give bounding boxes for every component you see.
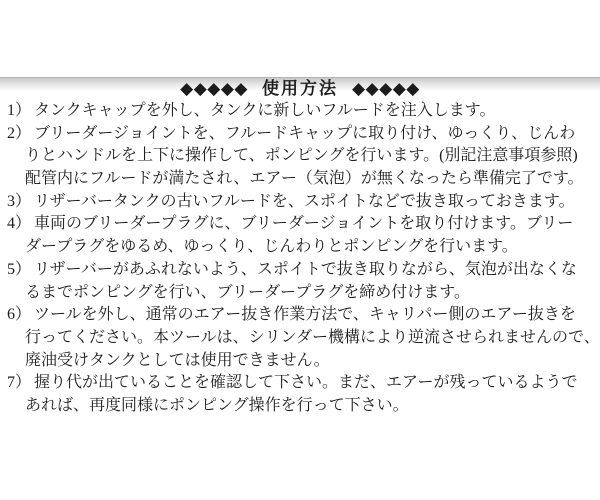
- instruction-line: [0, 213, 600, 236]
- instruction-line: [0, 100, 600, 123]
- line-text: 廃油受けタンクとしては使用できません。: [25, 351, 330, 369]
- item-number: 1）: [7, 102, 32, 119]
- instruction-line: [0, 350, 600, 373]
- instruction-line: [0, 191, 600, 214]
- instruction-line: [0, 236, 600, 259]
- line-text: リザーバーがあふれないよう、スポイトで抜き取りながら、気泡が出なくな: [34, 260, 577, 278]
- instruction-line: [0, 168, 600, 191]
- item-number: 2）: [7, 124, 32, 142]
- line-text: るまでポンピングを行い、ブリーダープラグを締め付けます。: [25, 283, 470, 301]
- instruction-line: [0, 327, 600, 350]
- instruction-line: [0, 145, 600, 168]
- line-text: ツールを外し、通常のエアー抜き作業方法で、キャリパー側のエアー抜きを: [34, 306, 576, 324]
- line-text: りとハンドルを上下に操作して、ポンピングを行います。(別記注意事項参照): [25, 147, 578, 165]
- item-number: 3）: [7, 192, 32, 210]
- instructions-list: [0, 100, 600, 418]
- instruction-line: [0, 282, 600, 305]
- line-text: ブリーダージョイントを、フルードキャップに取り付け、ゆっくり、じんわ: [34, 124, 576, 142]
- line-text: タンクキャップを外し、タンクに新しいフルードを注入します。: [34, 102, 496, 119]
- line-text: 行ってください。本ツールは、シリンダー機構により逆流させられませんので、: [25, 328, 600, 346]
- instruction-line: [0, 123, 600, 146]
- page-title-row: [0, 78, 600, 99]
- instruction-line: [0, 259, 600, 282]
- item-number: 5）: [7, 260, 32, 278]
- item-number: 6）: [7, 306, 32, 324]
- line-text: 車両のブリーダープラグに、ブリーダージョイントを取り付けます。ブリー: [34, 215, 574, 233]
- line-text: ダープラグをゆるめ、ゆっくり、じんわりとポンピングを行います。: [25, 238, 518, 256]
- page-title: 使用方法: [262, 79, 338, 98]
- item-number: 4）: [7, 215, 32, 233]
- instruction-line: [0, 304, 600, 327]
- line-text: リザーバータンクの古いフルードを、スポイトなどで抜き取っておきます。: [34, 192, 575, 210]
- instruction-line: [0, 372, 600, 395]
- item-number: 7）: [7, 374, 32, 392]
- title-diamonds-left-icon: ◆◆◆◆◆: [180, 79, 248, 98]
- title-diamonds-right-icon: ◆◆◆◆◆: [352, 79, 420, 98]
- instruction-line: [0, 395, 600, 418]
- line-text: 握り代が出ていることを確認して下さい。まだ、エアーが残っているようで: [34, 374, 578, 392]
- line-text: あれば、再度同様にポンピング操作を行って下さい。: [25, 396, 409, 414]
- line-text: 配管内にフルードが満たされ、エアー（気泡）が無くなったら準備完了です。: [25, 170, 584, 188]
